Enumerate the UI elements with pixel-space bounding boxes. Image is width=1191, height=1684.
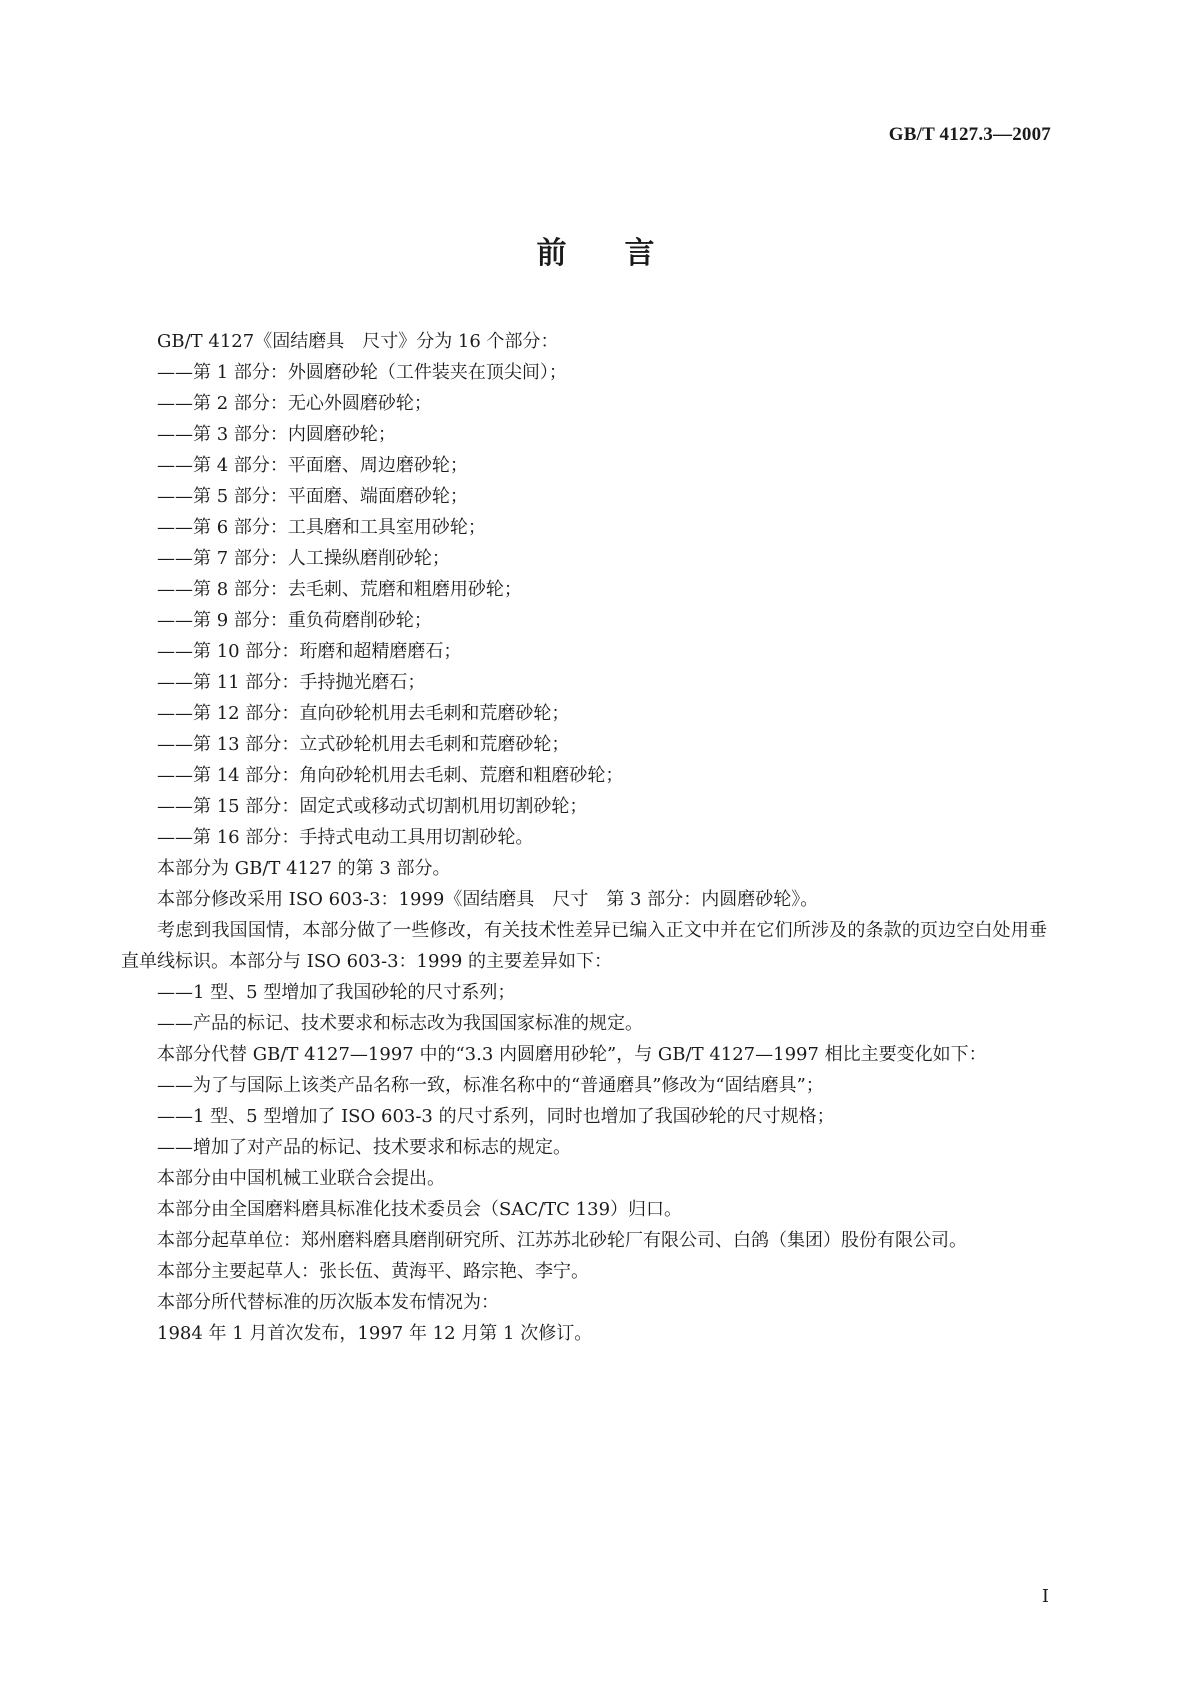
list-item: ——第 4 部分：平面磨、周边磨砂轮； xyxy=(157,455,468,476)
list-item: ——为了与国际上该类产品名称一致，标准名称中的“普通磨具”修改为“固结磨具”； xyxy=(157,1075,824,1096)
list-item: ——第 6 部分：工具磨和工具室用砂轮； xyxy=(157,517,486,538)
list-item: ——第 12 部分：直向砂轮机用去毛刺和荒磨砂轮； xyxy=(157,703,570,724)
list-item: ——增加了对产品的标记、技术要求和标志的规定。 xyxy=(157,1137,571,1158)
title-char-2: 言 xyxy=(624,236,655,271)
list-item: ——第 3 部分：内圆磨砂轮； xyxy=(157,424,396,445)
list-item: ——第 1 部分：外圆磨砂轮（工件装夹在顶尖间）； xyxy=(157,362,567,383)
list-item: ——第 5 部分：平面磨、端面磨砂轮； xyxy=(157,486,468,507)
list-item: ——第 7 部分：人工操纵磨削砂轮； xyxy=(157,548,450,569)
page-title xyxy=(0,228,1191,272)
paragraph: 本部分由中国机械工业联合会提出。 xyxy=(157,1168,445,1189)
list-item: ——第 14 部分：角向砂轮机用去毛刺、荒磨和粗磨砂轮； xyxy=(157,765,624,786)
paragraph: 本部分修改采用 ISO 603-3：1999《固结磨具 尺寸 第 3 部分：内圆磨砂轮》。 xyxy=(157,889,819,910)
list-item: ——第 15 部分：固定式或移动式切割机用切割砂轮； xyxy=(157,796,588,817)
paragraph: GB/T 4127《固结磨具 尺寸》分为 16 个部分： xyxy=(157,331,559,352)
paragraph: 本部分由全国磨料磨具标准化技术委员会（SAC/TC 139）归口。 xyxy=(157,1199,683,1220)
paragraph: 本部分为 GB/T 4127 的第 3 部分。 xyxy=(157,858,451,879)
list-item: ——第 8 部分：去毛刺、荒磨和粗磨用砂轮； xyxy=(157,579,522,600)
paragraph: 1984 年 1 月首次发布，1997 年 12 月第 1 次修订。 xyxy=(157,1323,593,1344)
list-item: ——第 9 部分：重负荷磨削砂轮； xyxy=(157,610,432,631)
list-item: ——第 13 部分：立式砂轮机用去毛刺和荒磨砂轮； xyxy=(157,734,570,755)
title-char-1: 前 xyxy=(536,236,567,271)
list-item: ——第 16 部分：手持式电动工具用切割砂轮。 xyxy=(157,827,534,848)
list-item: ——1 型、5 型增加了我国砂轮的尺寸系列； xyxy=(157,982,516,1003)
paragraph: 本部分主要起草人：张长伍、黄海平、路宗艳、李宁。 xyxy=(157,1261,589,1282)
list-item: ——第 10 部分：珩磨和超精磨磨石； xyxy=(157,641,462,662)
list-item: ——1 型、5 型增加了 ISO 603-3 的尺寸系列，同时也增加了我国砂轮的尺寸规格； xyxy=(157,1106,835,1127)
paragraph: 本部分所代替标准的历次版本发布情况为： xyxy=(157,1292,499,1313)
page-number: Ⅰ xyxy=(1041,1586,1049,1606)
standard-code: GB/T 4127.3—2007 xyxy=(888,124,1051,145)
list-item: ——产品的标记、技术要求和标志改为我国国家标准的规定。 xyxy=(157,1013,643,1034)
foreword-body xyxy=(121,326,1047,1349)
paragraph: 考虑到我国国情，本部分做了一些修改，有关技术性差异已编入正文中并在它们所涉及的条款的页边空白处用垂直单线标识。本部分与 ISO 603-3：1999 的主要差异如下： xyxy=(121,920,1047,972)
paragraph: 本部分起草单位：郑州磨料磨具磨削研究所、江苏苏北砂轮厂有限公司、白鸽（集团）股份有限公司。 xyxy=(157,1230,967,1251)
list-item: ——第 11 部分：手持抛光磨石； xyxy=(157,672,426,693)
paragraph: 本部分代替 GB/T 4127—1997 中的“3.3 内圆磨用砂轮”，与 GB/T 4127—1997 相比主要变化如下： xyxy=(157,1044,987,1065)
list-item: ——第 2 部分：无心外圆磨砂轮； xyxy=(157,393,432,414)
